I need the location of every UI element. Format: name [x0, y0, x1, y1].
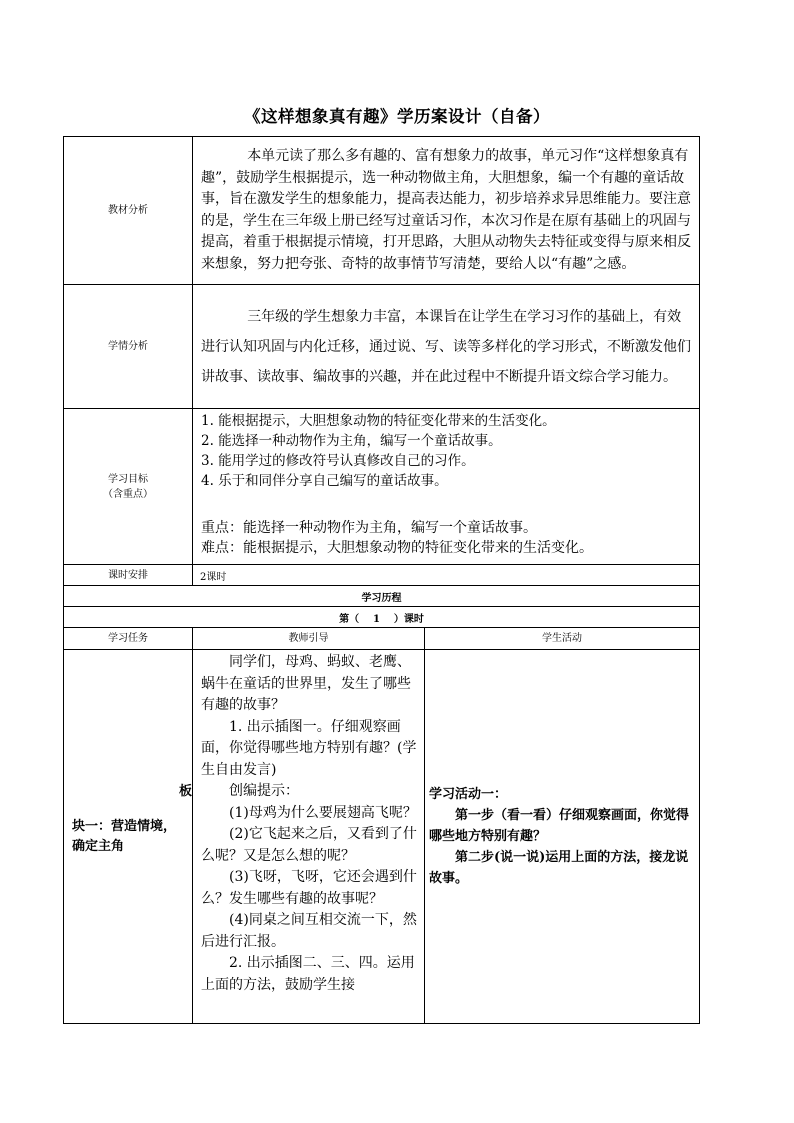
objective-item: 4. 乐于和同伴分享自己编写的童话故事。	[201, 473, 448, 489]
objectives-label-cell	[64, 409, 193, 565]
row-learner-analysis	[64, 285, 700, 409]
module1-task-line2: 确定主角	[72, 838, 125, 854]
objective-item: 3. 能用学过的修改符号认真修改自己的习作。	[201, 453, 475, 469]
module1-task-stray: 板	[178, 784, 192, 799]
teacher-paragraph: (3)飞呀，飞呀，它还会遇到什么？发生哪些有趣的故事呢？	[201, 869, 417, 907]
teacher-paragraph: (4)同桌之间互相交流一下，然后进行汇报。	[201, 912, 417, 950]
textbook-analysis-label: 教材分析	[64, 137, 193, 285]
row-schedule	[64, 565, 700, 586]
row-process-header	[64, 586, 700, 607]
teacher-paragraph: (2)它飞起来之后，又看到了什么呢？又是怎么想的呢？	[201, 826, 417, 864]
module1-teacher-guide	[193, 650, 425, 1024]
learner-analysis-label: 学情分析	[64, 285, 193, 409]
teacher-paragraph: 2. 出示插图二、三、四。运用上面的方法，鼓励学生接	[201, 955, 415, 993]
col-header-task: 学习任务	[64, 628, 193, 650]
objectives-label: 学习目标	[108, 473, 148, 485]
lesson-plan-table	[63, 136, 700, 1024]
teacher-paragraph: 1. 出示插图一。仔细观察画面，你觉得哪些地方特别有趣？(学生自由发言)	[201, 718, 417, 778]
teacher-paragraph: 同学们，母鸡、蚂蚁、老鹰、蜗牛在童话的世界里，发生了哪些有趣的故事？	[201, 654, 411, 713]
document-title: 《这样想象真有趣》学历案设计（自备）	[244, 107, 550, 126]
module1-task	[64, 650, 193, 1024]
student-activity-step: 第二步(说一说)运用上面的方法，接龙说故事。	[429, 850, 689, 886]
teacher-paragraph: 创编提示：	[229, 783, 299, 799]
col-header-student: 学生活动	[425, 628, 700, 650]
schedule-label: 课时安排	[64, 565, 193, 586]
row-objectives	[64, 409, 700, 565]
textbook-analysis-text: 本单元读了那么多有趣的、富有想象力的故事，单元习作“这样想象真有趣”，鼓励学生根据提示，选一种动物做主角，大胆想象，编一个有趣的童话故事，旨在激发学生的想象能力，提高表达能力，初步培养求异思维能力。要注意的是，学生在三年级上册已经写过童话习作，本次习作是在原有基础上的巩固与提高，着重于根据提示情境，打开思路，大胆从动物失去特征或变得与原来相反来想象，努力把夸张、奇特的故事情节写清楚，要给人以“有趣”之感。	[193, 137, 700, 285]
process-header: 学习历程	[64, 586, 700, 607]
schedule-value: 2课时	[193, 565, 700, 586]
objective-item: 1. 能根据提示，大胆想象动物的特征变化带来的生活变化。	[201, 413, 556, 429]
row-column-headers	[64, 628, 700, 650]
objective-key-point: 重点：能选择一种动物作为主角，编写一个童话故事。	[201, 520, 537, 536]
objective-difficulty: 难点：能根据提示，大胆想象动物的特征变化带来的生活变化。	[201, 540, 593, 556]
period-label: 第（ 1 ）课时	[64, 607, 700, 628]
row-period	[64, 607, 700, 628]
row-textbook-analysis	[64, 137, 700, 285]
module1-task-line1: 块一：营造情境，	[72, 818, 177, 834]
col-header-teacher: 教师引导	[193, 628, 425, 650]
student-activity-step: 第一步（看一看）仔细观察画面，你觉得哪些地方特别有趣？	[429, 808, 690, 844]
row-module-1	[64, 650, 700, 1024]
objectives-sublabel: （含重点）	[103, 488, 153, 500]
objective-item: 2. 能选择一种动物作为主角，编写一个童话故事。	[201, 433, 502, 449]
student-activity-title: 学习活动一：	[429, 787, 508, 802]
objectives-content	[193, 409, 700, 565]
teacher-paragraph: (1)母鸡为什么要展翅高飞呢？	[229, 804, 417, 821]
module1-student-activity	[425, 650, 700, 1024]
learner-analysis-text: 三年级的学生想象力丰富，本课旨在让学生在学习习作的基础上，有效进行认知巩固与内化迁移，通过说、写、读等多样化的学习形式，不断激发他们讲故事、读故事、编故事的兴趣，并在此过程中不断提升语文综合学习能力。	[193, 285, 700, 409]
